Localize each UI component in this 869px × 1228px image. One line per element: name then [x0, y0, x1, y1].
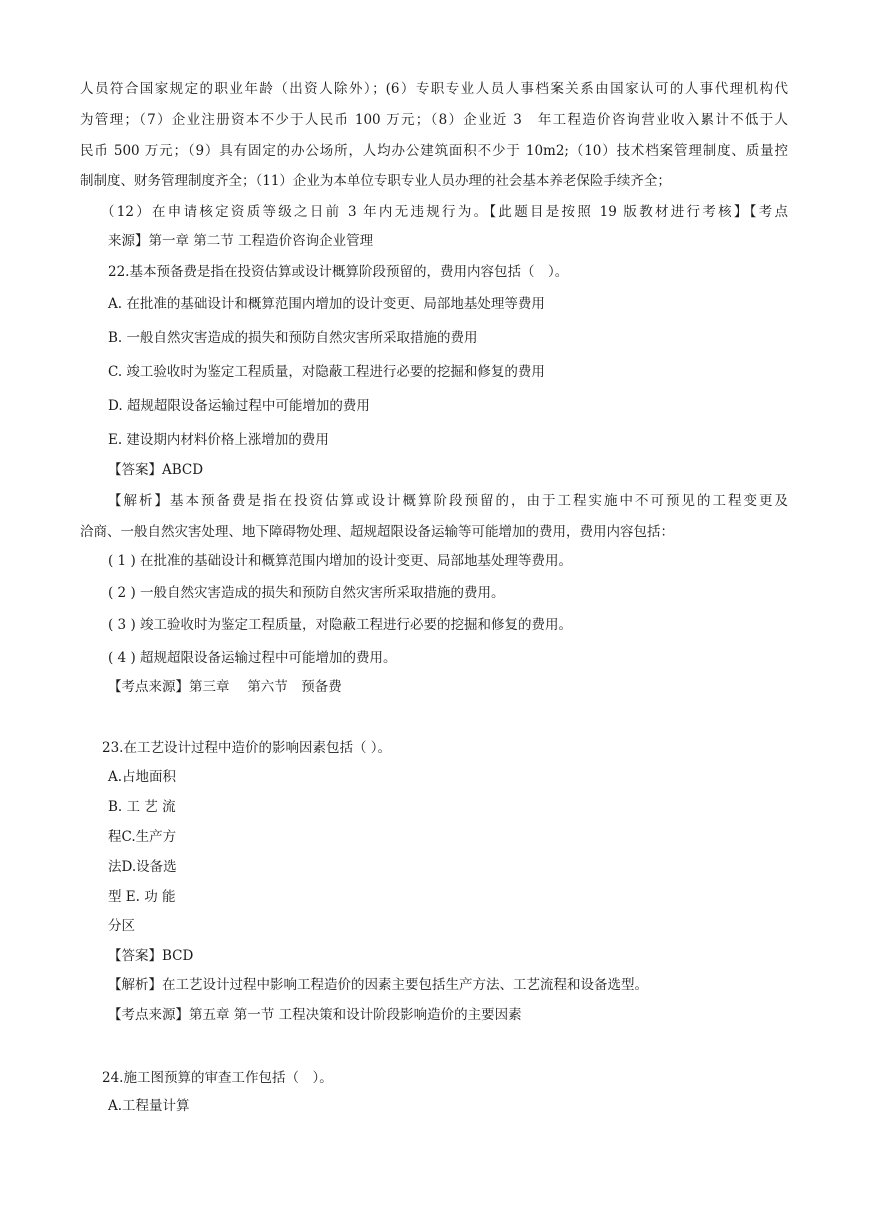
analysis-item: ( 3 ) 竣工验收时为鉴定工程质量，对隐蔽工程进行必要的挖掘和修复的费用。 [108, 617, 572, 633]
option-b: B. 一般自然灾害造成的损失和预防自然灾害所采取措施的费用 [108, 330, 478, 346]
analysis-line: 【解析】基本预备费是指在投资估算或设计概算阶段预留的，由于工程实施中不可预见的工程变更及 [108, 493, 788, 509]
paragraph-line: 民币 500 万元；（9）具有固定的办公场所，人均办公建筑面积不少于 10m2;（10）技术档案管理制度、质量控 [80, 143, 788, 159]
answer: 【答案】ABCD [108, 462, 204, 478]
paragraph-line: 人员符合国家规定的职业年龄（出资人除外）；(6）专职专业人员人事档案关系由国家认可的人事代理机构代 [80, 81, 788, 97]
question-stem: 23.在工艺设计过程中造价的影响因素包括（ ）。 [102, 740, 392, 756]
option-line: 程C.生产方 [108, 829, 177, 845]
question-stem: 22.基本预备费是指在投资估算或设计概算阶段预留的，费用内容包括（ ）。 [108, 264, 569, 280]
analysis-item: ( 4 ) 超规超限设备运输过程中可能增加的费用。 [108, 650, 397, 666]
answer: 【答案】BCD [108, 948, 194, 964]
question-stem: 24.施工图预算的审查工作包括（ ）。 [102, 1070, 333, 1086]
analysis-line: 洽商、一般自然灾害处理、地下障碍物处理、超规超限设备运输等可能增加的费用，费用内容包括： [80, 524, 674, 540]
option-line: 型 E. 功 能 [108, 889, 176, 905]
option-line: B. 工 艺 流 [108, 799, 176, 815]
source-note: 【考点来源】第三章 第六节 预备费 [108, 679, 342, 695]
option-d: D. 超规超限设备运输过程中可能增加的费用 [108, 398, 370, 414]
option-line: 法D.设备选 [108, 859, 177, 875]
option-c: C. 竣工验收时为鉴定工程质量，对隐蔽工程进行必要的挖掘和修复的费用 [108, 364, 545, 380]
analysis-line: 【解析】在工艺设计过程中影响工程造价的因素主要包括生产方法、工艺流程和设备选型。 [108, 977, 648, 993]
source-note: 【考点来源】第五章 第一节 工程决策和设计阶段影响造价的主要因素 [108, 1007, 522, 1023]
paragraph-line: （12）在申请核定资质等级之日前 3 年内无违规行为。【此题目是按照 19 版教材进行考核】【考点 [101, 204, 789, 220]
option-line: A.占地面积 [108, 769, 177, 785]
analysis-item: ( 2 ) 一般自然灾害造成的损失和预防自然灾害所采取措施的费用。 [108, 585, 505, 601]
option-a: A. 在批准的基础设计和概算范围内增加的设计变更、局部地基处理等费用 [108, 296, 545, 312]
paragraph-line: 来源】第一章 第二节 工程造价咨询企业管理 [108, 233, 374, 249]
option-line: 分区 [108, 918, 135, 934]
paragraph-line: 制制度、财务管理制度齐全；（11）企业为本单位专职专业人员办理的社会基本养老保险手续齐全； [80, 173, 671, 189]
option-e: E. 建设期内材料价格上涨增加的费用 [108, 432, 329, 448]
analysis-item: ( 1 ) 在批准的基础设计和概算范围内增加的设计变更、局部地基处理等费用。 [108, 553, 572, 569]
paragraph-line: 为管理；（7）企业注册资本不少于人民币 100 万元；（8）企业近 3 年工程造价咨询营业收入累计不低于人 [80, 112, 788, 128]
option-a: A.工程量计算 [108, 1098, 190, 1114]
